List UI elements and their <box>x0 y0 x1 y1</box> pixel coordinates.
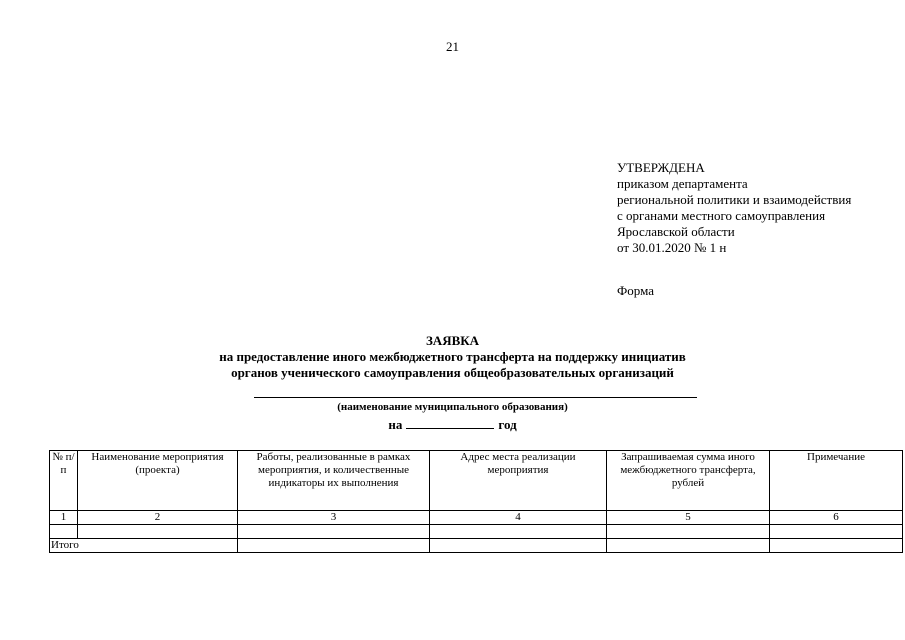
column-header: Примечание <box>770 451 903 511</box>
column-number-row <box>50 511 903 525</box>
total-label: Итого <box>50 539 238 553</box>
document-title <box>0 333 905 381</box>
form-label: Форма <box>617 283 654 298</box>
table-cell <box>430 525 607 539</box>
title-line-3: органов ученического самоуправления общеобразовательных организаций <box>231 365 674 380</box>
column-number: 3 <box>238 511 430 525</box>
table-cell <box>770 525 903 539</box>
page-number: 21 <box>446 39 459 54</box>
approval-stamp <box>617 160 851 256</box>
application-table <box>49 450 903 553</box>
table-cell <box>78 525 238 539</box>
table-cell <box>607 525 770 539</box>
year-prefix: на <box>388 417 403 432</box>
column-header: Адрес места реализации мероприятия <box>430 451 607 511</box>
column-header: Работы, реализованные в рамках мероприятия, и количественные индикаторы их выполнения <box>238 451 430 511</box>
municipality-caption: (наименование муниципального образования) <box>337 401 568 413</box>
municipality-fill-line <box>254 397 697 398</box>
total-row <box>50 539 903 553</box>
year-line <box>0 416 905 433</box>
column-number: 6 <box>770 511 903 525</box>
table-cell <box>607 539 770 553</box>
approval-line: приказом департамента <box>617 176 748 191</box>
approval-line: УТВЕРЖДЕНА <box>617 160 705 175</box>
table-cell <box>430 539 607 553</box>
year-fill-blank <box>406 416 494 429</box>
table-cell <box>238 525 430 539</box>
year-suffix: год <box>498 417 517 432</box>
column-header: Наименование мероприятия (проекта) <box>78 451 238 511</box>
title-line-2: на предоставление иного межбюджетного трансферта на поддержку инициатив <box>219 349 686 364</box>
table-cell <box>770 539 903 553</box>
approval-line: региональной политики и взаимодействия <box>617 192 852 207</box>
approval-line: с органами местного самоуправления <box>617 208 826 223</box>
column-header: № п/п <box>50 451 78 511</box>
column-number: 5 <box>607 511 770 525</box>
table-row <box>50 525 903 539</box>
column-number: 2 <box>78 511 238 525</box>
table-cell <box>238 539 430 553</box>
column-number: 1 <box>50 511 78 525</box>
table-header-row <box>50 451 903 511</box>
title-heading: ЗАЯВКА <box>425 333 480 348</box>
column-header: Запрашиваемая сумма иного межбюджетного трансферта, рублей <box>607 451 770 511</box>
approval-line: от 30.01.2020 № 1 н <box>617 240 727 255</box>
approval-line: Ярославской области <box>617 224 735 239</box>
table-cell <box>50 525 78 539</box>
column-number: 4 <box>430 511 607 525</box>
